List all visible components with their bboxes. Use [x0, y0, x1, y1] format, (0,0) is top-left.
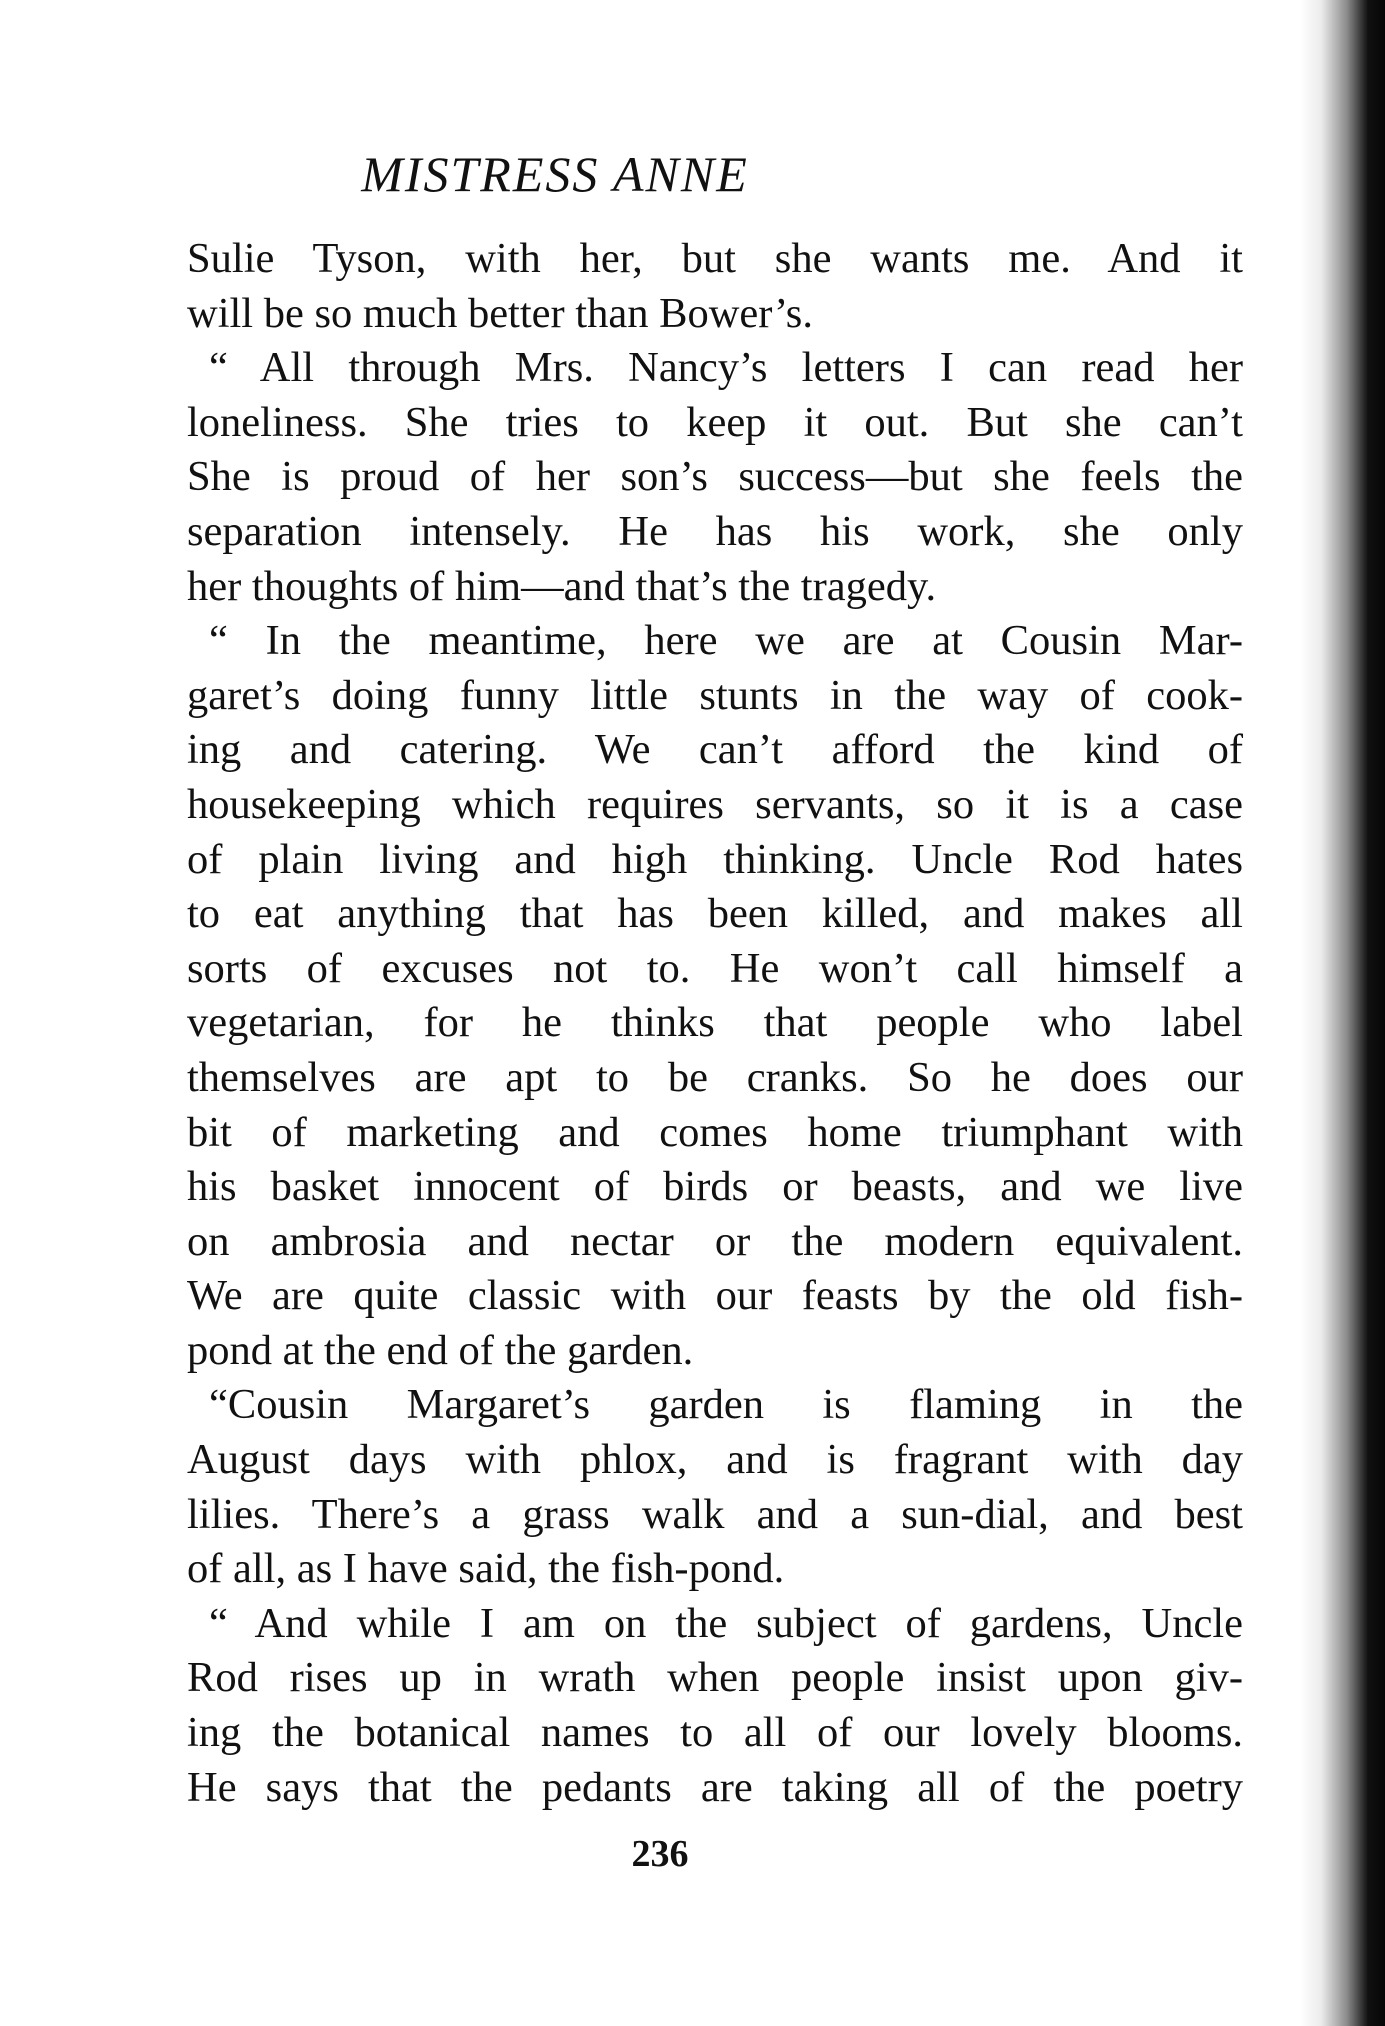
text-line: vegetarian, for he thinks that people who label — [187, 999, 1243, 1047]
text-line: to eat anything that has been killed, and makes all — [187, 890, 1243, 938]
text-line: loneliness. She tries to keep it out. But she can’t — [187, 398, 1243, 446]
text-line: themselves are apt to be cranks. So he does our — [187, 1053, 1243, 1101]
text-line: Rod rises up in wrath when people insist upon giv- — [187, 1654, 1243, 1702]
text-line: We are quite classic with our feasts by the old fish- — [187, 1272, 1243, 1320]
text-line: pond at the end of the garden. — [187, 1326, 694, 1374]
text-line: “ And while I am on the subject of gardens, Uncle — [209, 1599, 1243, 1647]
text-line: of plain living and high thinking. Uncle Rod hates — [187, 835, 1243, 883]
page-body — [187, 232, 1243, 1815]
text-line: on ambrosia and nectar or the modern equivalent. — [187, 1217, 1243, 1265]
book-spine-shadow — [1300, 0, 1385, 2026]
text-line: ing the botanical names to all of our lovely blooms. — [187, 1709, 1243, 1757]
running-head: MISTRESS ANNE — [361, 146, 749, 202]
text-line: his basket innocent of birds or beasts, and we live — [187, 1163, 1243, 1211]
text-line: August days with phlox, and is fragrant with day — [187, 1436, 1243, 1484]
text-line: bit of marketing and comes home triumphant with — [187, 1108, 1243, 1156]
text-line: “Cousin Margaret’s garden is flaming in the — [209, 1381, 1243, 1429]
text-line: of all, as I have said, the fish-pond. — [187, 1545, 785, 1593]
text-line: ing and catering. We can’t afford the kind of — [187, 726, 1243, 774]
text-line: Sulie Tyson, with her, but she wants me. And it — [187, 235, 1243, 282]
text-line: sorts of excuses not to. He won’t call himself a — [187, 944, 1243, 992]
page-number: 236 — [631, 1833, 689, 1875]
text-line: “ All through Mrs. Nancy’s letters I can read her — [209, 344, 1243, 392]
text-line: lilies. There’s a grass walk and a sun-dial, and best — [187, 1490, 1243, 1538]
text-line: will be so much better than Bower’s. — [187, 289, 813, 337]
text-line: She is proud of her son’s success—but she feels the — [187, 453, 1243, 501]
text-line: separation intensely. He has his work, she only — [187, 507, 1243, 555]
text-line: garet’s doing funny little stunts in the way of cook- — [187, 671, 1243, 719]
text-line: housekeeping which requires servants, so it is a case — [187, 780, 1243, 828]
text-line: “ In the meantime, here we are at Cousin Mar- — [209, 617, 1243, 665]
text-line: He says that the pedants are taking all of the poetry — [187, 1763, 1243, 1811]
text-line: her thoughts of him—and that’s the tragedy. — [187, 562, 937, 610]
